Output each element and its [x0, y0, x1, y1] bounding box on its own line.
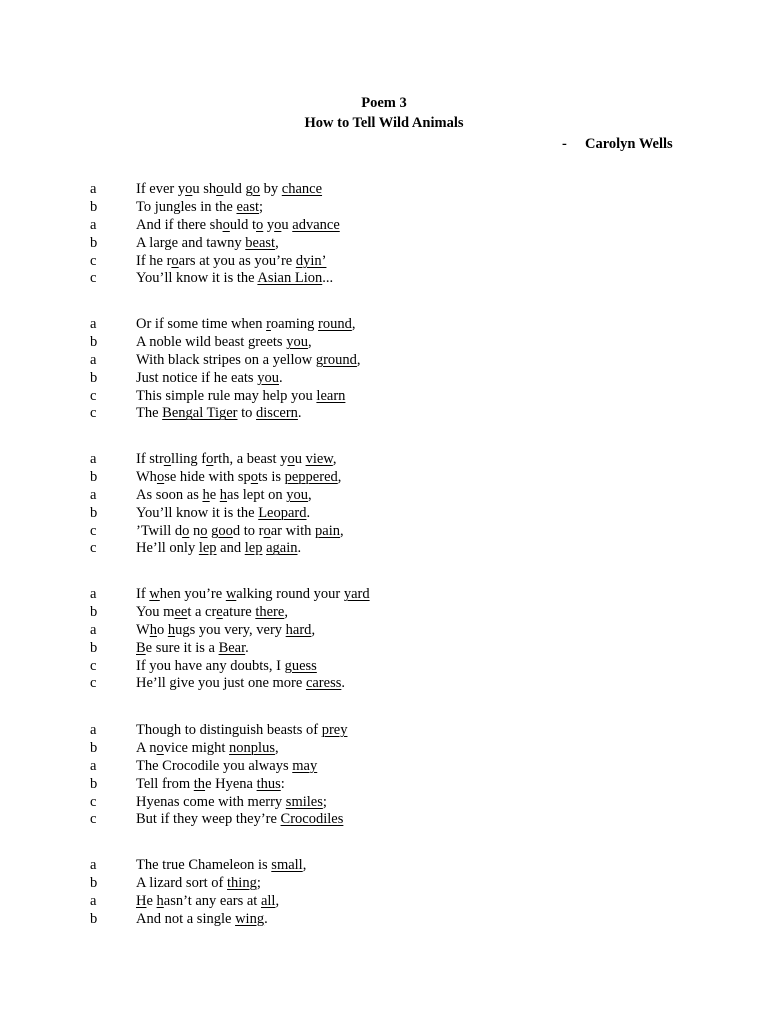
- line-text: If when you’re walking round your yard: [136, 586, 370, 602]
- poem-line: [0, 217, 768, 235]
- line-text: And if there should to you advance: [136, 216, 340, 233]
- poem-line: [0, 857, 768, 875]
- line-text: He’ll only lep and lep again.: [136, 540, 302, 557]
- line-text: You’ll know it is the Leopard.: [136, 504, 311, 521]
- line-text: Be sure it is a Bear.: [136, 639, 249, 656]
- rhyme-letter: b: [90, 910, 98, 927]
- line-text: Hyenas come with merry smiles;: [136, 793, 327, 810]
- rhyme-letter: b: [90, 639, 98, 656]
- stanza-6: [0, 857, 768, 929]
- stanza-3: [0, 451, 768, 558]
- line-text: You’ll know it is the Asian Lion...: [136, 270, 334, 287]
- poem-line: [0, 523, 768, 541]
- line-text: But if they weep they’re Crocodiles: [136, 811, 344, 828]
- poem-line: [0, 405, 768, 423]
- poem-line: [0, 640, 768, 658]
- poem-line: [0, 604, 768, 622]
- line-text: A novice might nonplus,: [136, 739, 279, 756]
- rhyme-letter: b: [90, 739, 98, 756]
- poem-number: Poem 3: [361, 95, 407, 111]
- poem-line: [0, 316, 768, 334]
- rhyme-letter: a: [90, 892, 97, 909]
- line-text: Who hugs you very, very hard,: [136, 621, 316, 638]
- rhyme-letter: b: [90, 468, 98, 485]
- poem-line: [0, 758, 768, 776]
- rhyme-letter: a: [90, 621, 97, 638]
- rhyme-letter: c: [90, 387, 97, 404]
- line-text: A noble wild beast greets you,: [136, 333, 312, 350]
- stanza-5: [0, 722, 768, 829]
- rhyme-letter: c: [90, 405, 97, 422]
- stanza-1: [0, 181, 768, 288]
- rhyme-letter: a: [90, 451, 97, 467]
- line-text: And not a single wing.: [136, 910, 268, 927]
- rhyme-letter: c: [90, 793, 97, 810]
- rhyme-letter: b: [90, 369, 98, 386]
- poem-line: [0, 270, 768, 288]
- rhyme-letter: b: [90, 874, 98, 891]
- author-dash: -: [562, 136, 567, 152]
- rhyme-letter: a: [90, 486, 97, 503]
- rhyme-letter: c: [90, 675, 97, 692]
- line-text: Or if some time when roaming round,: [136, 316, 356, 332]
- rhyme-letter: a: [90, 181, 97, 197]
- rhyme-letter: c: [90, 657, 97, 674]
- stanza-4: [0, 586, 768, 693]
- poem-line: [0, 722, 768, 740]
- line-text: Tell from the Hyena thus:: [136, 775, 285, 792]
- line-text: With black stripes on a yellow ground,: [136, 351, 361, 368]
- rhyme-letter: a: [90, 316, 97, 332]
- poem-line: [0, 875, 768, 893]
- poem-line: [0, 505, 768, 523]
- line-text: You meet a creature there,: [136, 603, 288, 620]
- line-text: As soon as he has lept on you,: [136, 486, 312, 503]
- line-text: A large and tawny beast,: [136, 234, 279, 251]
- poem-line: [0, 199, 768, 217]
- line-text: He hasn’t any ears at all,: [136, 892, 280, 909]
- line-text: To jungles in the east;: [136, 198, 264, 215]
- line-text: He’ll give you just one more caress.: [136, 675, 345, 692]
- poem-line: [0, 334, 768, 352]
- poem-line: [0, 451, 768, 469]
- rhyme-letter: c: [90, 252, 97, 269]
- stanza-2: [0, 316, 768, 423]
- line-text: If strolling forth, a beast you view,: [136, 451, 337, 467]
- line-text: ’Twill do no good to roar with pain,: [136, 522, 344, 539]
- poem-line: [0, 911, 768, 929]
- author-name: Carolyn Wells: [585, 136, 673, 152]
- poem-author: [562, 134, 673, 154]
- poem-line: [0, 893, 768, 911]
- poem-line: [0, 658, 768, 676]
- line-text: The Crocodile you always may: [136, 757, 318, 774]
- rhyme-letter: a: [90, 216, 97, 233]
- rhyme-letter: b: [90, 603, 98, 620]
- poem-line: [0, 675, 768, 693]
- poem-line: [0, 469, 768, 487]
- rhyme-letter: c: [90, 540, 97, 557]
- rhyme-letter: b: [90, 504, 98, 521]
- poem-line: [0, 794, 768, 812]
- line-text: The Bengal Tiger to discern.: [136, 405, 302, 422]
- rhyme-letter: a: [90, 757, 97, 774]
- rhyme-letter: a: [90, 722, 97, 738]
- rhyme-letter: a: [90, 857, 97, 873]
- poem-line: [0, 811, 768, 829]
- rhyme-letter: a: [90, 586, 97, 602]
- poem-line: [0, 370, 768, 388]
- poem-line: [0, 540, 768, 558]
- line-text: If he roars at you as you’re dyin’: [136, 252, 327, 269]
- line-text: The true Chameleon is small,: [136, 857, 307, 873]
- poem-line: [0, 181, 768, 199]
- rhyme-letter: c: [90, 811, 97, 828]
- poem-line: [0, 388, 768, 406]
- rhyme-letter: c: [90, 522, 97, 539]
- poem-line: [0, 622, 768, 640]
- line-text: A lizard sort of thing;: [136, 874, 261, 891]
- line-text: Whose hide with spots is peppered,: [136, 468, 342, 485]
- poem-line: [0, 776, 768, 794]
- line-text: If you have any doubts, I guess: [136, 657, 317, 674]
- rhyme-letter: c: [90, 270, 97, 287]
- poem-line: [0, 740, 768, 758]
- rhyme-letter: a: [90, 351, 97, 368]
- poem-line: [0, 235, 768, 253]
- line-text: Just notice if he eats you.: [136, 369, 283, 386]
- rhyme-letter: b: [90, 198, 98, 215]
- rhyme-letter: b: [90, 775, 98, 792]
- rhyme-letter: b: [90, 333, 98, 350]
- poem-line: [0, 352, 768, 370]
- line-text: This simple rule may help you learn: [136, 387, 346, 404]
- poem-line: [0, 487, 768, 505]
- poem-line: [0, 253, 768, 271]
- poem-line: [0, 586, 768, 604]
- rhyme-letter: b: [90, 234, 98, 251]
- poem-title: How to Tell Wild Animals: [304, 115, 464, 131]
- line-text: Though to distinguish beasts of prey: [136, 722, 348, 738]
- line-text: If ever you should go by chance: [136, 181, 323, 197]
